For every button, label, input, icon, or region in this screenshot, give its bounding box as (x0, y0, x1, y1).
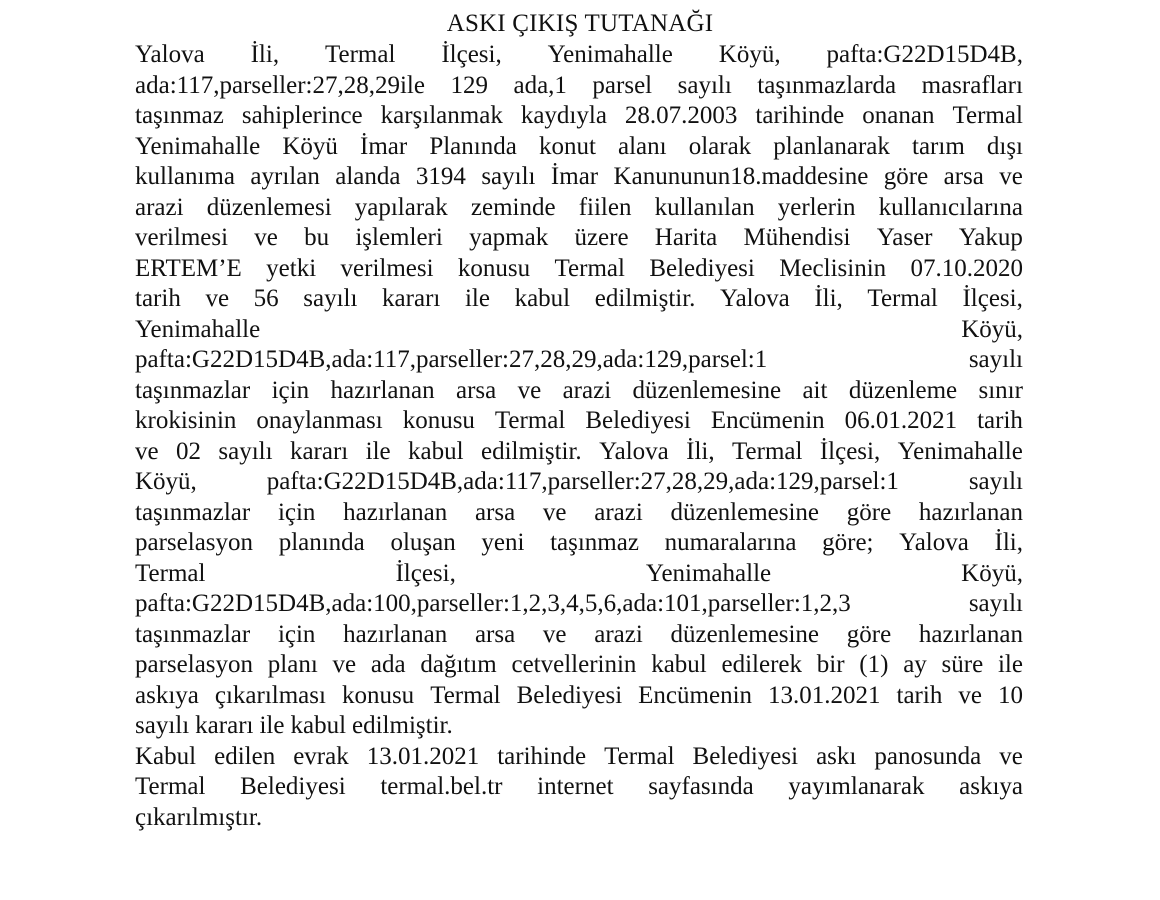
word: taşınmaz (135, 102, 224, 129)
word: edilmiştir. (594, 285, 696, 312)
word: planlanarak (773, 132, 890, 160)
word: 13.01.2021 (366, 742, 480, 770)
word: Köyü, (135, 468, 197, 495)
word: planı (267, 651, 318, 678)
word: Belediyesi (516, 681, 623, 709)
text-line (135, 559, 1023, 590)
word: Kanununun18.maddesine (613, 163, 869, 190)
word: süre (941, 651, 984, 678)
word: ve (542, 620, 567, 648)
word: kabul (514, 285, 571, 312)
word: Belediyesi (649, 254, 755, 282)
word: numaralarına (664, 529, 797, 556)
word: 13.01.2021 (768, 681, 881, 709)
text-line (135, 589, 1023, 620)
word: arazi (135, 193, 184, 221)
word: edilen (214, 742, 276, 770)
word: Termal (494, 407, 566, 434)
word: sahiplerince (241, 102, 363, 129)
word: Yenimahalle (897, 437, 1023, 465)
word: ada,1 (513, 71, 567, 99)
word: düzenlemesine (632, 376, 782, 404)
word: göre (846, 498, 892, 526)
word: ERTEM’E (135, 254, 242, 282)
word: pafta:G22D15D4B,ada:100,parseller:1,2,3,4,5,6,ada:101,parseller:1,2,3 (135, 590, 851, 617)
word: tarihinde (497, 742, 587, 770)
word: Termal (554, 254, 625, 282)
word: yetki (266, 254, 317, 282)
word: sayılı (968, 468, 1023, 495)
word: İlçesi, (819, 437, 881, 465)
word: ve (517, 376, 542, 404)
word: edilmiştir. (480, 437, 582, 465)
word: İlçesi, (441, 41, 502, 68)
word: İmar (360, 132, 408, 160)
text-line (135, 650, 1023, 681)
word: Encümenin (710, 407, 825, 434)
text-line (135, 681, 1023, 712)
word: pafta:G22D15D4B, (826, 41, 1023, 68)
word: yapılarak (354, 193, 448, 221)
word: konusu (402, 407, 475, 434)
word: bir (816, 651, 845, 678)
word: Belediyesi (240, 773, 346, 800)
word: işlemleri (355, 224, 443, 251)
word: çıkarılmıştır. (135, 803, 263, 831)
text-line (135, 132, 1023, 163)
text-line (135, 254, 1023, 285)
word: ve (542, 498, 567, 526)
word: düzenlemesine (670, 620, 820, 648)
word: Yalova (135, 41, 205, 68)
word: fiilen (578, 193, 632, 221)
word: Yalova (899, 529, 969, 556)
word: yapmak (469, 224, 549, 251)
text-line (135, 345, 1023, 376)
text-line (135, 193, 1023, 224)
word: masrafları (921, 71, 1023, 99)
word: kararı (195, 712, 254, 739)
word: arsa (943, 163, 984, 190)
word: askıya (135, 681, 199, 709)
word: dağıtım (420, 651, 497, 678)
word: sayılı (677, 71, 732, 99)
word: askıya (959, 773, 1023, 800)
word: kabul (290, 712, 347, 739)
word: ait (802, 376, 828, 404)
word: düzenlemesine (670, 498, 820, 526)
word: taşınmaz (550, 529, 639, 556)
word: taşınmazlar (135, 620, 251, 648)
word: Kabul (135, 742, 197, 770)
word: sınır (978, 376, 1023, 404)
word: arsa (474, 498, 516, 526)
word: sayılı (968, 346, 1023, 373)
word: İli, (994, 529, 1023, 556)
word: 10 (997, 681, 1023, 709)
word: termal.bel.tr (380, 773, 503, 800)
word: çıkarılması (214, 681, 326, 709)
word: kullanıma (135, 163, 235, 190)
word: onaylanması (256, 407, 383, 434)
word: Termal (430, 681, 501, 709)
word: Belediyesi (585, 407, 691, 434)
text-line (135, 162, 1023, 193)
word: ay (903, 651, 927, 678)
word: ve (999, 163, 1023, 190)
word: 56 (253, 285, 279, 312)
word: 06.01.2021 (844, 407, 958, 434)
word: Termal (135, 773, 206, 800)
word: Meclisinin (779, 254, 887, 282)
word: sayılı (135, 712, 190, 739)
word: konut (538, 132, 596, 160)
word: Termal (952, 102, 1023, 129)
text-line (135, 71, 1023, 102)
word: Yenimahalle (135, 315, 261, 343)
word: olarak (688, 132, 752, 160)
word: Planında (429, 132, 517, 160)
word: Yalova (599, 437, 669, 465)
word: sayılı (303, 285, 358, 312)
word: için (277, 498, 316, 526)
word: alanda (335, 163, 401, 190)
word: verilmesi (135, 224, 229, 251)
word: Termal (135, 559, 206, 587)
word: 28.07.2003 (624, 102, 738, 129)
word: sayılı (218, 437, 273, 465)
word: sayfasında (648, 773, 754, 800)
word: pafta:G22D15D4B,ada:117,parseller:27,28,29,ada:129,parsel:1 (266, 468, 899, 495)
word: Mühendisi (743, 224, 851, 251)
word: yerlerin (777, 193, 856, 221)
word: ve (254, 224, 278, 251)
text-line (135, 315, 1023, 346)
word: dışı (986, 132, 1023, 160)
word: tarım (912, 132, 965, 160)
word: sayılı (968, 590, 1023, 617)
word: arsa (474, 620, 516, 648)
word: Termal (604, 742, 675, 770)
word: düzenlemesi (206, 193, 332, 221)
word: taşınmazlarda (757, 71, 897, 99)
word: internet (537, 773, 614, 800)
text-line (135, 406, 1023, 437)
word: tarih (977, 407, 1023, 434)
word: yayımlanarak (788, 773, 925, 800)
word: konusu (457, 254, 531, 282)
word: edilmiştir. (352, 712, 453, 739)
word: 02 (176, 437, 201, 465)
word: ile (464, 285, 490, 312)
word: ve (958, 681, 982, 709)
word: hazırlanan (918, 498, 1023, 526)
word: ve (332, 651, 357, 678)
word: Belediyesi (692, 742, 799, 770)
word: göre (846, 620, 892, 648)
word: arazi (594, 498, 643, 526)
word: Köyü, (961, 559, 1023, 587)
word: ayrılan (250, 163, 320, 190)
word: askı (816, 742, 857, 770)
document-body (135, 40, 1023, 833)
text-line (135, 40, 1023, 71)
word: Yenimahalle (547, 41, 673, 68)
word: 07.10.2020 (910, 254, 1023, 282)
word: taşınmazlar (135, 498, 251, 526)
word: evrak (293, 742, 349, 770)
word: yeni (481, 529, 525, 556)
word: taşınmazlar (135, 376, 251, 404)
word: onanan (862, 102, 935, 129)
word: arsa (455, 376, 497, 404)
word: kaydıyla (520, 102, 607, 129)
word: Harita (654, 224, 718, 251)
word: arazi (562, 376, 612, 404)
word: Köyü (282, 132, 338, 160)
text-line (135, 284, 1023, 315)
word: (1) (859, 651, 889, 678)
word: İlçesi, (395, 559, 456, 587)
word: kararı (289, 437, 349, 465)
word: kullanıcılarına (878, 193, 1023, 221)
word: İmar (550, 163, 599, 190)
text-line (135, 467, 1023, 498)
word: alanı (618, 132, 667, 160)
word: Köyü, (961, 315, 1023, 343)
word: hazırlanan (330, 376, 435, 404)
word: parselasyon (135, 529, 254, 556)
word: İli, (814, 285, 843, 312)
word: için (271, 376, 310, 404)
word: parsel (592, 71, 653, 99)
word: İlçesi, (962, 285, 1023, 312)
text-line (135, 620, 1023, 651)
word: ile (259, 712, 285, 739)
word: pafta:G22D15D4B,ada:117,parseller:27,28,29,ada:129,parsel:1 (135, 346, 768, 373)
text-line (135, 742, 1023, 773)
word: zeminde (470, 193, 556, 221)
text-line (135, 101, 1023, 132)
word: hazırlanan (918, 620, 1023, 648)
word: krokisinin (135, 407, 237, 434)
word: hazırlanan (343, 498, 448, 526)
text-line (135, 803, 1023, 834)
word: için (277, 620, 316, 648)
word: verilmesi (340, 254, 434, 282)
word: kararı (382, 285, 441, 312)
word: ile (997, 651, 1023, 678)
word: Yalova (720, 285, 790, 312)
word: 129 (450, 71, 488, 99)
word: bu (304, 224, 330, 251)
word: edilerek (721, 651, 802, 678)
word: kullanılan (654, 193, 755, 221)
word: ada (370, 651, 406, 678)
word: İli, (250, 41, 280, 68)
word: ve (999, 742, 1023, 770)
word: ve (135, 437, 159, 465)
text-line (135, 528, 1023, 559)
word: panosunda (874, 742, 982, 770)
word: düzenleme (848, 376, 958, 404)
text-line (135, 711, 1023, 742)
word: Encümenin (638, 681, 753, 709)
word: hazırlanan (343, 620, 448, 648)
word: üzere (574, 224, 629, 251)
word: tarih (896, 681, 943, 709)
document-title: ASKI ÇIKIŞ TUTANAĞI (446, 10, 714, 37)
word: konusu (341, 681, 415, 709)
word: Yakup (958, 224, 1023, 251)
word: İli, (686, 437, 715, 465)
word: karşılanmak (380, 102, 503, 129)
text-line (135, 437, 1023, 468)
word: Yenimahalle (645, 559, 772, 587)
word: Termal (324, 41, 396, 68)
word: oluşan (390, 529, 456, 556)
word: arazi (594, 620, 643, 648)
word: göre (883, 163, 929, 190)
word: Yaser (876, 224, 933, 251)
text-line (135, 498, 1023, 529)
word: göre; (822, 529, 874, 556)
word: ada:117,parseller:27,28,29ile (135, 71, 425, 99)
word: Köyü, (718, 41, 781, 68)
word: Termal (867, 285, 938, 312)
word: tarihinde (755, 102, 845, 129)
word: parselasyon (135, 651, 254, 678)
text-line (135, 223, 1023, 254)
word: tarih (135, 285, 181, 312)
word: kabul (651, 651, 707, 678)
word: kabul (408, 437, 464, 465)
text-line (135, 376, 1023, 407)
word: Yenimahalle (135, 132, 261, 160)
word: sayılı (481, 163, 536, 190)
word: ile (365, 437, 391, 465)
word: Termal (732, 437, 803, 465)
text-line (135, 772, 1023, 803)
word: cetvellerinin (511, 651, 637, 678)
word: planında (278, 529, 365, 556)
word: ve (205, 285, 230, 312)
word: 3194 (415, 163, 466, 190)
